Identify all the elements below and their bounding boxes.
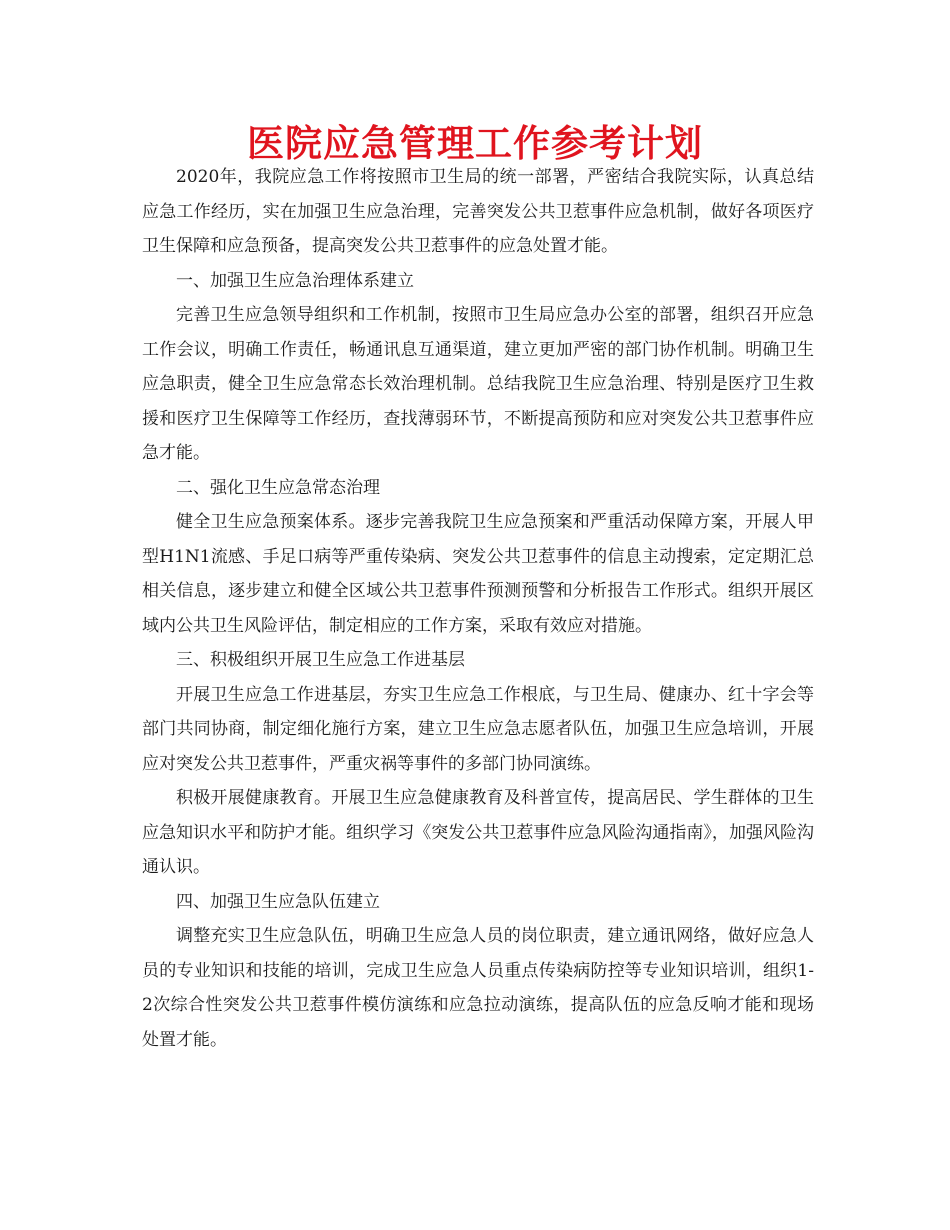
- document-title: 医院应急管理工作参考计划: [247, 121, 703, 165]
- section-heading-2: 二、强化卫生应急常态治理: [176, 477, 380, 498]
- section-heading-4: 四、加强卫生应急队伍建立: [176, 891, 380, 912]
- paragraph-intro: 2020年，我院应急工作将按照市卫生局的统一部署，严密结合我院实际，认真总结应急工作经历，实在加强卫生应急治理，完善突发公共卫惹事件应急机制，做好各项医疗卫生保障和应急预备，提高突发公共卫惹事件的应急处置才能。: [142, 167, 814, 256]
- section-heading-1: 一、加强卫生应急治理体系建立: [176, 270, 414, 291]
- document-body: [142, 160, 814, 1057]
- paragraph-section-2: 健全卫生应急预案体系。逐步完善我院卫生应急预案和严重活动保障方案，开展人甲型H1N1流感、手足口病等严重传染病、突发公共卫惹事件的信息主动搜索，定定期汇总相关信息，逐步建立和健全区域公共卫惹事件预测预警和分析报告工作形式。组织开展区域内公共卫生风险评估，制定相应的工作方案，采取有效应对措施。: [142, 512, 814, 636]
- section-heading-3: 三、积极组织开展卫生应急工作进基层: [176, 650, 465, 670]
- paragraph-section-1: 完善卫生应急领导组织和工作机制，按照市卫生局应急办公室的部署，组织召开应急工作会议，明确工作责任，畅通讯息互通渠道，建立更加严密的部门协作机制。明确卫生应急职责，健全卫生应急常态长效治理机制。总结我院卫生应急治理、特别是医疗卫生救援和医疗卫生保障等工作经历，查找薄弱环节，不断提高预防和应对突发公共卫惹事件应急才能。: [142, 305, 814, 463]
- paragraph-section-4: 调整充实卫生应急队伍，明确卫生应急人员的岗位职责，建立通讯网络，做好应急人员的专业知识和技能的培训，完成卫生应急人员重点传染病防控等专业知识培训，组织1-2次综合性突发公共卫惹事件模仿演练和应急拉动演练，提高队伍的应急反响才能和现场处置才能。: [142, 926, 814, 1050]
- paragraph-section-3a: 开展卫生应急工作进基层，夯实卫生应急工作根底，与卫生局、健康办、红十字会等部门共同协商，制定细化施行方案，建立卫生应急志愿者队伍，加强卫生应急培训，开展应对突发公共卫惹事件，严重灾祸等事件的多部门协同演练。: [142, 684, 814, 774]
- paragraph-section-3b: 积极开展健康教育。开展卫生应急健康教育及科普宣传，提高居民、学生群体的卫生应急知识水平和防护才能。组织学习《突发公共卫惹事件应急风险沟通指南》，加强风险沟通认识。: [142, 788, 814, 877]
